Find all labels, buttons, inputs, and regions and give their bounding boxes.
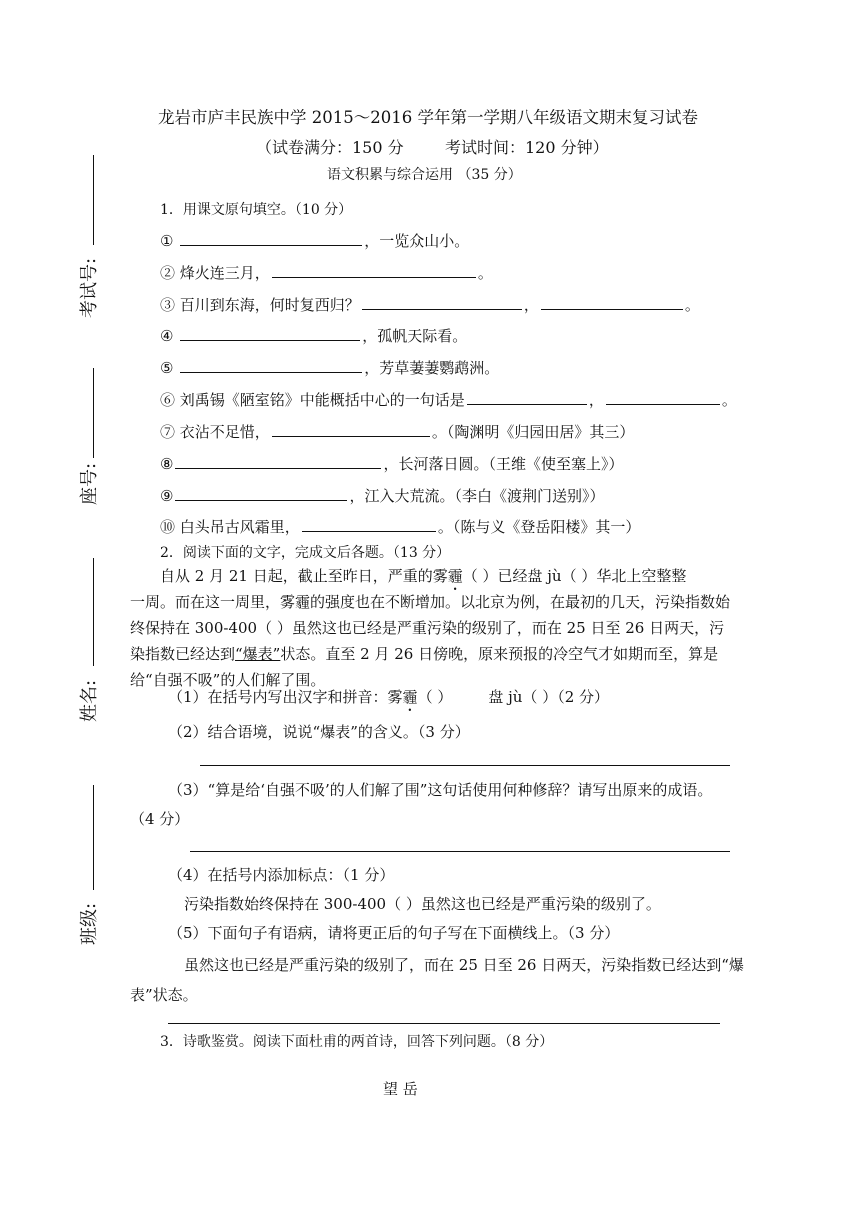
margin-line bbox=[93, 368, 94, 458]
answer-line[interactable] bbox=[168, 1023, 720, 1024]
q2-sub1: （1）在括号内写出汉字和拼音：雾霾（ ） 盘 jù（ ）（2 分） bbox=[168, 688, 610, 706]
passage-line-2: 一周。而在这一周里，雾霾的强度也在不断增加。以北京为例，在最初的几天，污染指数始 bbox=[130, 593, 731, 611]
answer-blank[interactable] bbox=[541, 295, 683, 310]
q1-item-7: ⑦ 衣沾不足惜， 。（陶渊明《归园田居》其三） bbox=[160, 423, 635, 441]
answer-blank[interactable] bbox=[272, 422, 430, 437]
item-number: ② bbox=[160, 264, 176, 282]
q1-item-10: ⑩ 白头吊古风霜里， 。（陈与义《登岳阳楼》其一） bbox=[160, 518, 641, 536]
q2-sub3-score: （4 分） bbox=[130, 810, 190, 828]
answer-blank[interactable] bbox=[362, 295, 522, 310]
exam-no-label: 考试号: bbox=[79, 257, 100, 318]
q1-item-3: ③ 百川到东海，何时复西归？ ， 。 bbox=[160, 296, 700, 314]
class-label: 班级: bbox=[79, 902, 100, 945]
poem-title: 望 岳 bbox=[383, 1080, 418, 1098]
score-info: （试卷满分：150 分 bbox=[256, 138, 404, 157]
section-heading: 语文积累与综合运用 （35 分） bbox=[327, 167, 522, 183]
name-label: 姓名: bbox=[79, 679, 100, 722]
q2-sub2: （2）结合语境，说说“爆表”的含义。（3 分） bbox=[168, 723, 470, 741]
q1-item-1: ① ，一览众山小。 bbox=[160, 232, 470, 250]
q1-item-2: ② 烽火连三月， 。 bbox=[160, 264, 493, 282]
q1-item-5: ⑤ ，芳草萋萋鹦鹉洲。 bbox=[160, 359, 500, 377]
q2-sub4: （4）在括号内添加标点：（1 分） bbox=[168, 866, 395, 884]
time-info: 考试时间：120 分钟） bbox=[445, 138, 609, 157]
item-number: ⑦ bbox=[160, 423, 176, 441]
q1-item-9: ⑨ ，江入大荒流。（李白《渡荆门送别》） bbox=[160, 487, 605, 505]
answer-line[interactable] bbox=[200, 765, 730, 766]
seat-no-label: 座号: bbox=[79, 462, 100, 505]
item-number: ① bbox=[160, 232, 174, 250]
item-number: ③ bbox=[160, 296, 176, 314]
q2-sub5-sentence: 虽然这也已经是严重污染的级别了，而在 25 日至 26 日两天，污染指数已经达到“爆 bbox=[184, 956, 744, 974]
answer-blank[interactable] bbox=[272, 263, 476, 278]
answer-line[interactable] bbox=[190, 851, 730, 852]
margin-line bbox=[93, 558, 94, 666]
answer-blank[interactable] bbox=[180, 231, 362, 246]
answer-blank[interactable] bbox=[175, 454, 381, 469]
q2-heading: 2．阅读下面的文字，完成文后各题。（13 分） bbox=[160, 545, 451, 561]
margin-line bbox=[93, 785, 94, 890]
q2-sub3: （3）“算是给‘自强不吸’的人们解了围”这句话使用何种修辞？请写出原来的成语。 bbox=[168, 781, 713, 799]
item-number: ⑧ bbox=[160, 455, 174, 473]
q1-item-6: ⑥ 刘禹锡《陋室铭》中能概括中心的一句话是 ， 。 bbox=[160, 391, 737, 409]
passage-line-1: 自从 2 月 21 日起，截止至昨日，严重的雾霾（ ）已经盘 jù（ ）华北上空整整 bbox=[160, 567, 687, 585]
item-number: ⑥ bbox=[160, 391, 176, 409]
answer-blank[interactable] bbox=[180, 358, 362, 373]
item-number: ⑨ bbox=[160, 487, 174, 505]
margin-line bbox=[93, 155, 94, 245]
item-number: ⑩ bbox=[160, 518, 176, 536]
q2-sub4-sentence: 污染指数始终保持在 300-400（ ）虽然这也已经是严重污染的级别了。 bbox=[184, 895, 661, 913]
q2-sub5-sentence-cont: 表”状态。 bbox=[130, 986, 198, 1004]
passage-line-4: 染指数已经达到“爆表”状态。直至 2 月 26 日傍晚，原来预报的冷空气才如期而至，算是 bbox=[130, 645, 719, 663]
q1-item-8: ⑧ ，长河落日圆。（王维《使至塞上》） bbox=[160, 455, 624, 473]
q2-sub5: （5）下面句子有语病，请将更正后的句子写在下面横线上。（3 分） bbox=[168, 924, 620, 942]
q3-heading: 3．诗歌鉴赏。阅读下面杜甫的两首诗，回答下列问题。（8 分） bbox=[160, 1034, 554, 1050]
q1-item-4: ④ ，孤帆天际看。 bbox=[160, 327, 468, 345]
passage-line-3: 终保持在 300-400（ ）虽然这也已经是严重污染的级别了，而在 25 日至 26 日两天，污 bbox=[130, 619, 725, 637]
item-number: ⑤ bbox=[160, 359, 174, 377]
answer-blank[interactable] bbox=[467, 390, 587, 405]
answer-blank[interactable] bbox=[175, 486, 347, 501]
item-number: ④ bbox=[160, 327, 174, 345]
answer-blank[interactable] bbox=[180, 326, 360, 341]
answer-blank[interactable] bbox=[606, 390, 720, 405]
q1-heading: 1．用课文原句填空。（10 分） bbox=[160, 202, 353, 218]
exam-title: 龙岩市庐丰民族中学 2015～2016 学年第一学期八年级语文期末复习试卷 bbox=[158, 108, 698, 127]
passage-line-5: 给“自强不吸”的人们解了围。 bbox=[130, 671, 326, 689]
answer-blank[interactable] bbox=[302, 517, 436, 532]
